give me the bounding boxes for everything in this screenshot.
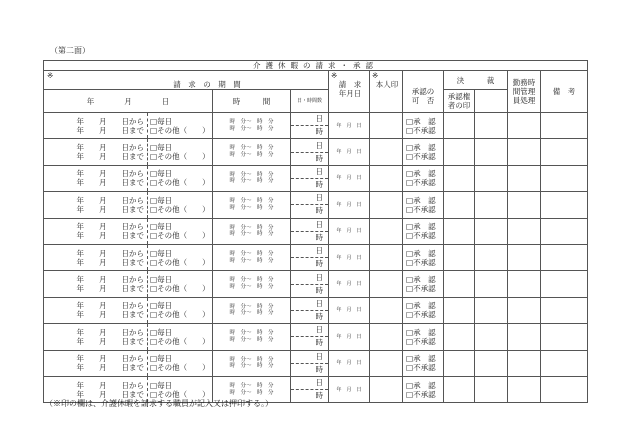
row-text: □毎日 xyxy=(150,354,173,364)
row-text: 年 月 日 xyxy=(329,192,370,218)
row-text: 年 月 日から xyxy=(76,116,144,126)
row-text: □その他（ ） xyxy=(150,231,210,241)
row-text: □その他（ ） xyxy=(150,257,210,267)
remarks-field[interactable] xyxy=(541,271,588,297)
days-hours-field[interactable] xyxy=(291,244,329,270)
row-text: 年 月 日まで xyxy=(76,257,144,267)
row-text: □承 認 xyxy=(406,248,436,258)
row-text: 年 月 日 xyxy=(329,244,370,270)
time-range-field[interactable] xyxy=(213,271,291,297)
manager-field[interactable] xyxy=(508,218,541,244)
row-text: 時 分～ 時 分 xyxy=(229,125,274,132)
days-hours-field[interactable] xyxy=(291,165,329,191)
remarks-field[interactable] xyxy=(541,376,588,402)
time-range-field[interactable] xyxy=(213,139,291,165)
decision-blank-field[interactable] xyxy=(475,271,508,297)
table-row xyxy=(44,271,588,297)
days-hours-field[interactable] xyxy=(291,271,329,297)
row-text: □不承認 xyxy=(406,231,436,241)
row-text: □承 認 xyxy=(406,275,436,285)
time-header: 時 間 xyxy=(213,90,291,113)
days-hours-field[interactable] xyxy=(291,297,329,323)
row-text: 年 月 日から xyxy=(76,354,144,364)
approver-seal-field[interactable] xyxy=(444,218,475,244)
decision-blank-field[interactable] xyxy=(475,376,508,402)
decision-header: 決 裁 xyxy=(444,71,508,90)
date-range-field[interactable] xyxy=(44,165,148,191)
manager-field[interactable] xyxy=(508,376,541,402)
days-hours-field[interactable] xyxy=(291,139,329,165)
days-hours-field[interactable] xyxy=(291,350,329,376)
unit-label: 時 xyxy=(315,311,323,321)
unit-label: 日 xyxy=(291,113,328,126)
personal-seal-field[interactable] xyxy=(370,113,403,139)
row-text: □毎日 xyxy=(150,169,173,179)
row-text: 年 月 日まで xyxy=(76,363,144,373)
approval-checkboxes[interactable] xyxy=(403,271,444,297)
row-text: 年 月 日まで xyxy=(76,310,144,320)
remarks-field[interactable] xyxy=(541,324,588,350)
row-text: □不承認 xyxy=(406,310,436,320)
approval-checkboxes[interactable] xyxy=(403,192,444,218)
row-text: 時 分～ 時 分 xyxy=(229,204,274,211)
decision-blank-header xyxy=(475,90,508,113)
manager-field[interactable] xyxy=(508,324,541,350)
row-text: 時 分～ 時 分 xyxy=(229,231,274,238)
row-text: 時 分～ 時 分 xyxy=(229,277,274,284)
personal-seal-field[interactable] xyxy=(370,139,403,165)
row-text: 時 分～ 時 分 xyxy=(229,330,274,337)
decision-blank-field[interactable] xyxy=(475,218,508,244)
approval-checkboxes[interactable] xyxy=(403,297,444,323)
days-hours-header: 日・時間数 xyxy=(291,90,329,113)
unit-label: 時 xyxy=(315,127,323,137)
table-row xyxy=(44,244,588,270)
time-range-field[interactable] xyxy=(213,297,291,323)
unit-label: 日 xyxy=(291,219,328,232)
table-row xyxy=(44,139,588,165)
row-text: □承 認 xyxy=(406,169,436,179)
row-text: 時 分～ 時 分 xyxy=(229,119,274,126)
decision-blank-field[interactable] xyxy=(475,113,508,139)
personal-seal-field[interactable] xyxy=(370,271,403,297)
remarks-field[interactable] xyxy=(541,192,588,218)
row-text: 年 月 日 xyxy=(329,218,370,244)
unit-label: 時 xyxy=(315,338,323,348)
remarks-field[interactable] xyxy=(541,113,588,139)
unit-label: 時 xyxy=(315,206,323,216)
manager-field[interactable] xyxy=(508,113,541,139)
approver-seal-field[interactable] xyxy=(444,271,475,297)
row-text: 年 月 日から xyxy=(76,327,144,337)
time-range-field[interactable] xyxy=(213,350,291,376)
row-text: □不承認 xyxy=(406,389,436,399)
unit-label: 時 xyxy=(315,179,323,189)
row-text: □不承認 xyxy=(406,178,436,188)
row-text: □承 認 xyxy=(406,143,436,153)
row-text: 年 月 日 xyxy=(329,350,370,376)
row-text: □毎日 xyxy=(150,301,173,311)
personal-seal-field[interactable] xyxy=(370,324,403,350)
row-text: 時 分～ 時 分 xyxy=(229,383,274,389)
row-text: □承 認 xyxy=(406,301,436,311)
days-hours-field[interactable] xyxy=(291,113,329,139)
date-range-field[interactable] xyxy=(44,192,148,218)
row-text: 年 月 日まで xyxy=(76,178,144,188)
remarks-field[interactable] xyxy=(541,244,588,270)
frequency-checkboxes[interactable] xyxy=(148,192,213,218)
frequency-checkboxes[interactable] xyxy=(148,139,213,165)
row-text: 年 月 日まで xyxy=(76,152,144,162)
row-text: 時 分～ 時 分 xyxy=(229,152,274,159)
decision-blank-field[interactable] xyxy=(475,139,508,165)
row-text: 年 月 日から xyxy=(76,275,144,285)
table-row xyxy=(44,113,588,139)
row-text: □不承認 xyxy=(406,152,436,162)
time-range-field[interactable] xyxy=(213,324,291,350)
unit-label: 日 xyxy=(291,351,328,364)
unit-label: 時 xyxy=(315,364,323,374)
remarks-header: 備 考 xyxy=(541,71,588,113)
row-text: 年 月 日から xyxy=(76,195,144,205)
unit-label: 日 xyxy=(291,245,328,258)
row-text: □承 認 xyxy=(406,116,436,126)
period-header xyxy=(44,71,329,90)
manager-field[interactable] xyxy=(508,297,541,323)
approver-seal-field[interactable] xyxy=(444,324,475,350)
row-text: □毎日 xyxy=(150,143,173,153)
row-text: 時 分～ 時 分 xyxy=(229,224,274,231)
days-hours-field[interactable] xyxy=(291,324,329,350)
manager-field[interactable] xyxy=(508,350,541,376)
row-text: □承 認 xyxy=(406,380,436,390)
unit-label: 日 xyxy=(291,298,328,311)
row-text: □毎日 xyxy=(150,327,173,337)
date-range-field[interactable] xyxy=(44,244,148,270)
frequency-checkboxes[interactable] xyxy=(148,218,213,244)
row-text: 年 月 日 xyxy=(329,113,370,139)
row-text: 年 月 日から xyxy=(76,222,144,232)
remarks-field[interactable] xyxy=(541,139,588,165)
manager-field[interactable] xyxy=(508,244,541,270)
row-text: 時 分～ 時 分 xyxy=(229,389,274,396)
row-text: □毎日 xyxy=(150,275,173,285)
personal-seal-field[interactable] xyxy=(370,244,403,270)
personal-seal-header: ※ 本人印 xyxy=(370,71,403,113)
approval-checkboxes[interactable] xyxy=(403,218,444,244)
approver-seal-field[interactable] xyxy=(444,244,475,270)
remarks-field[interactable] xyxy=(541,165,588,191)
frequency-checkboxes[interactable] xyxy=(148,297,213,323)
date-range-field[interactable] xyxy=(44,139,148,165)
approval-checkboxes[interactable] xyxy=(403,165,444,191)
table-row xyxy=(44,192,588,218)
personal-seal-field[interactable] xyxy=(370,376,403,402)
date-range-field[interactable] xyxy=(44,324,148,350)
row-text: □承 認 xyxy=(406,195,436,205)
row-text: 年 月 日 xyxy=(329,271,370,297)
footnote: （※印の欄は、介護休暇を請求する職員が記入又は押印する。） xyxy=(45,399,273,408)
approval-checkboxes[interactable] xyxy=(403,376,444,402)
row-text: 時 分～ 時 分 xyxy=(229,251,274,258)
remarks-field[interactable] xyxy=(541,297,588,323)
personal-seal-field[interactable] xyxy=(370,192,403,218)
approval-checkboxes[interactable] xyxy=(403,244,444,270)
row-text: 年 月 日 xyxy=(329,324,370,350)
approval-checkboxes[interactable] xyxy=(403,113,444,139)
unit-label: 日 xyxy=(291,377,328,390)
manager-field[interactable] xyxy=(508,271,541,297)
decision-blank-field[interactable] xyxy=(475,297,508,323)
row-text: □その他（ ） xyxy=(150,284,210,294)
date-header: 年 月 日 xyxy=(44,90,213,113)
row-text: 時 分～ 時 分 xyxy=(229,356,274,363)
row-text: 年 月 日 xyxy=(329,165,370,191)
row-text: □不承認 xyxy=(406,125,436,135)
row-text: 年 月 日 xyxy=(329,376,370,402)
approver-seal-field[interactable] xyxy=(444,165,475,191)
approver-seal-field[interactable] xyxy=(444,376,475,402)
decision-blank-field[interactable] xyxy=(475,324,508,350)
row-text: 年 月 日まで xyxy=(76,125,144,135)
approver-seal-field[interactable] xyxy=(444,113,475,139)
decision-blank-field[interactable] xyxy=(475,244,508,270)
days-hours-field[interactable] xyxy=(291,218,329,244)
personal-seal-field[interactable] xyxy=(370,218,403,244)
row-text: 年 月 日まで xyxy=(76,336,144,346)
unit-label: 日 xyxy=(291,324,328,337)
row-text: 年 月 日から xyxy=(76,169,144,179)
row-text: 時 分～ 時 分 xyxy=(229,363,274,370)
date-range-field[interactable] xyxy=(44,113,148,139)
unit-label: 時 xyxy=(315,285,323,295)
row-text: □承 認 xyxy=(406,327,436,337)
row-text: □その他（ ） xyxy=(150,363,210,373)
personal-seal-field[interactable] xyxy=(370,350,403,376)
row-text: □毎日 xyxy=(150,195,173,205)
mark: ※ xyxy=(47,71,54,80)
row-text: 時 分～ 時 分 xyxy=(229,284,274,291)
row-text: □不承認 xyxy=(406,284,436,294)
row-text: □不承認 xyxy=(406,204,436,214)
unit-label: 時 xyxy=(315,232,323,242)
period-label: 請 求 の 期 間 xyxy=(173,80,241,89)
table-row xyxy=(44,218,588,244)
row-text: □その他（ ） xyxy=(150,336,210,346)
row-text: 年 月 日から xyxy=(76,143,144,153)
row-text: □その他（ ） xyxy=(150,310,210,320)
row-text: 年 月 日まで xyxy=(76,284,144,294)
decision-blank-field[interactable] xyxy=(475,165,508,191)
page-label: （第二面） xyxy=(50,46,90,55)
unit-label: 時 xyxy=(315,259,323,269)
row-text: □毎日 xyxy=(150,116,173,126)
row-text: 時 分～ 時 分 xyxy=(229,171,274,178)
approver-seal-field[interactable] xyxy=(444,192,475,218)
days-hours-field[interactable] xyxy=(291,192,329,218)
row-text: □その他（ ） xyxy=(150,204,210,214)
row-text: □承 認 xyxy=(406,222,436,232)
row-text: 年 月 日まで xyxy=(76,204,144,214)
approval-checkboxes[interactable] xyxy=(403,350,444,376)
remarks-field[interactable] xyxy=(541,350,588,376)
approval-checkboxes[interactable] xyxy=(403,139,444,165)
manager-field[interactable] xyxy=(508,192,541,218)
date-range-field[interactable] xyxy=(44,218,148,244)
row-text: □承 認 xyxy=(406,354,436,364)
request-date-header: ※ 請 求 年月日 xyxy=(329,71,370,113)
row-text: 年 月 日から xyxy=(76,301,144,311)
frequency-checkboxes[interactable] xyxy=(148,113,213,139)
row-text: □その他（ ） xyxy=(150,389,210,399)
row-text: 時 分～ 時 分 xyxy=(229,257,274,264)
row-text: 時 分～ 時 分 xyxy=(229,303,274,310)
time-range-field[interactable] xyxy=(213,244,291,270)
approver-seal-field[interactable] xyxy=(444,350,475,376)
frequency-checkboxes[interactable] xyxy=(148,244,213,270)
frequency-checkboxes[interactable] xyxy=(148,271,213,297)
days-hours-field[interactable] xyxy=(291,376,329,402)
frequency-checkboxes[interactable] xyxy=(148,324,213,350)
row-text: □不承認 xyxy=(406,336,436,346)
table-title: 介護休暇の請求・承認 xyxy=(44,61,588,71)
remarks-field[interactable] xyxy=(541,218,588,244)
approval-checkboxes[interactable] xyxy=(403,324,444,350)
row-text: 時 分～ 時 分 xyxy=(229,198,274,205)
unit-label: 日 xyxy=(291,166,328,179)
row-text: 時 分～ 時 分 xyxy=(229,178,274,185)
approval-header: 承認の 可 否 xyxy=(403,71,444,113)
row-text: □毎日 xyxy=(150,222,173,232)
time-range-field[interactable] xyxy=(213,218,291,244)
time-range-field[interactable] xyxy=(213,192,291,218)
row-text: □毎日 xyxy=(150,248,173,258)
row-text: 時 分～ 時 分 xyxy=(229,310,274,317)
row-text: 年 月 日まで xyxy=(76,231,144,241)
approver-seal-field[interactable] xyxy=(444,297,475,323)
time-range-field[interactable] xyxy=(213,165,291,191)
row-text: □その他（ ） xyxy=(150,152,210,162)
row-text: 年 月 日 xyxy=(329,297,370,323)
decision-blank-field[interactable] xyxy=(475,192,508,218)
row-text: 時 分～ 時 分 xyxy=(229,145,274,152)
date-range-field[interactable] xyxy=(44,350,148,376)
personal-seal-field[interactable] xyxy=(370,297,403,323)
row-text: □毎日 xyxy=(150,380,173,390)
row-text: 年 月 日から xyxy=(76,380,144,390)
table-row xyxy=(44,324,588,350)
frequency-checkboxes[interactable] xyxy=(148,165,213,191)
table-row xyxy=(44,165,588,191)
row-text: □その他（ ） xyxy=(150,125,210,135)
row-text: □不承認 xyxy=(406,257,436,267)
leave-request-table xyxy=(43,60,588,403)
row-text: 年 月 日 xyxy=(329,139,370,165)
decision-blank-field[interactable] xyxy=(475,350,508,376)
unit-label: 日 xyxy=(291,272,328,285)
time-range-field[interactable] xyxy=(213,113,291,139)
manager-header: 勤務時 間管理 員処理 xyxy=(508,71,541,113)
row-text: □その他（ ） xyxy=(150,178,210,188)
row-text: 時 分～ 時 分 xyxy=(229,336,274,343)
approver-seal-header: 承認権 者の印 xyxy=(444,90,475,113)
unit-label: 時 xyxy=(315,391,323,401)
date-range-field[interactable] xyxy=(44,297,148,323)
table-row xyxy=(44,350,588,376)
manager-field[interactable] xyxy=(508,165,541,191)
approver-seal-field[interactable] xyxy=(444,139,475,165)
table-row xyxy=(44,297,588,323)
row-text: 年 月 日まで xyxy=(76,389,144,399)
frequency-checkboxes[interactable] xyxy=(148,350,213,376)
manager-field[interactable] xyxy=(508,139,541,165)
date-range-field[interactable] xyxy=(44,271,148,297)
unit-label: 時 xyxy=(315,153,323,163)
unit-label: 日 xyxy=(291,140,328,153)
row-text: □不承認 xyxy=(406,363,436,373)
unit-label: 日 xyxy=(291,192,328,205)
row-text: 年 月 日から xyxy=(76,248,144,258)
personal-seal-field[interactable] xyxy=(370,165,403,191)
